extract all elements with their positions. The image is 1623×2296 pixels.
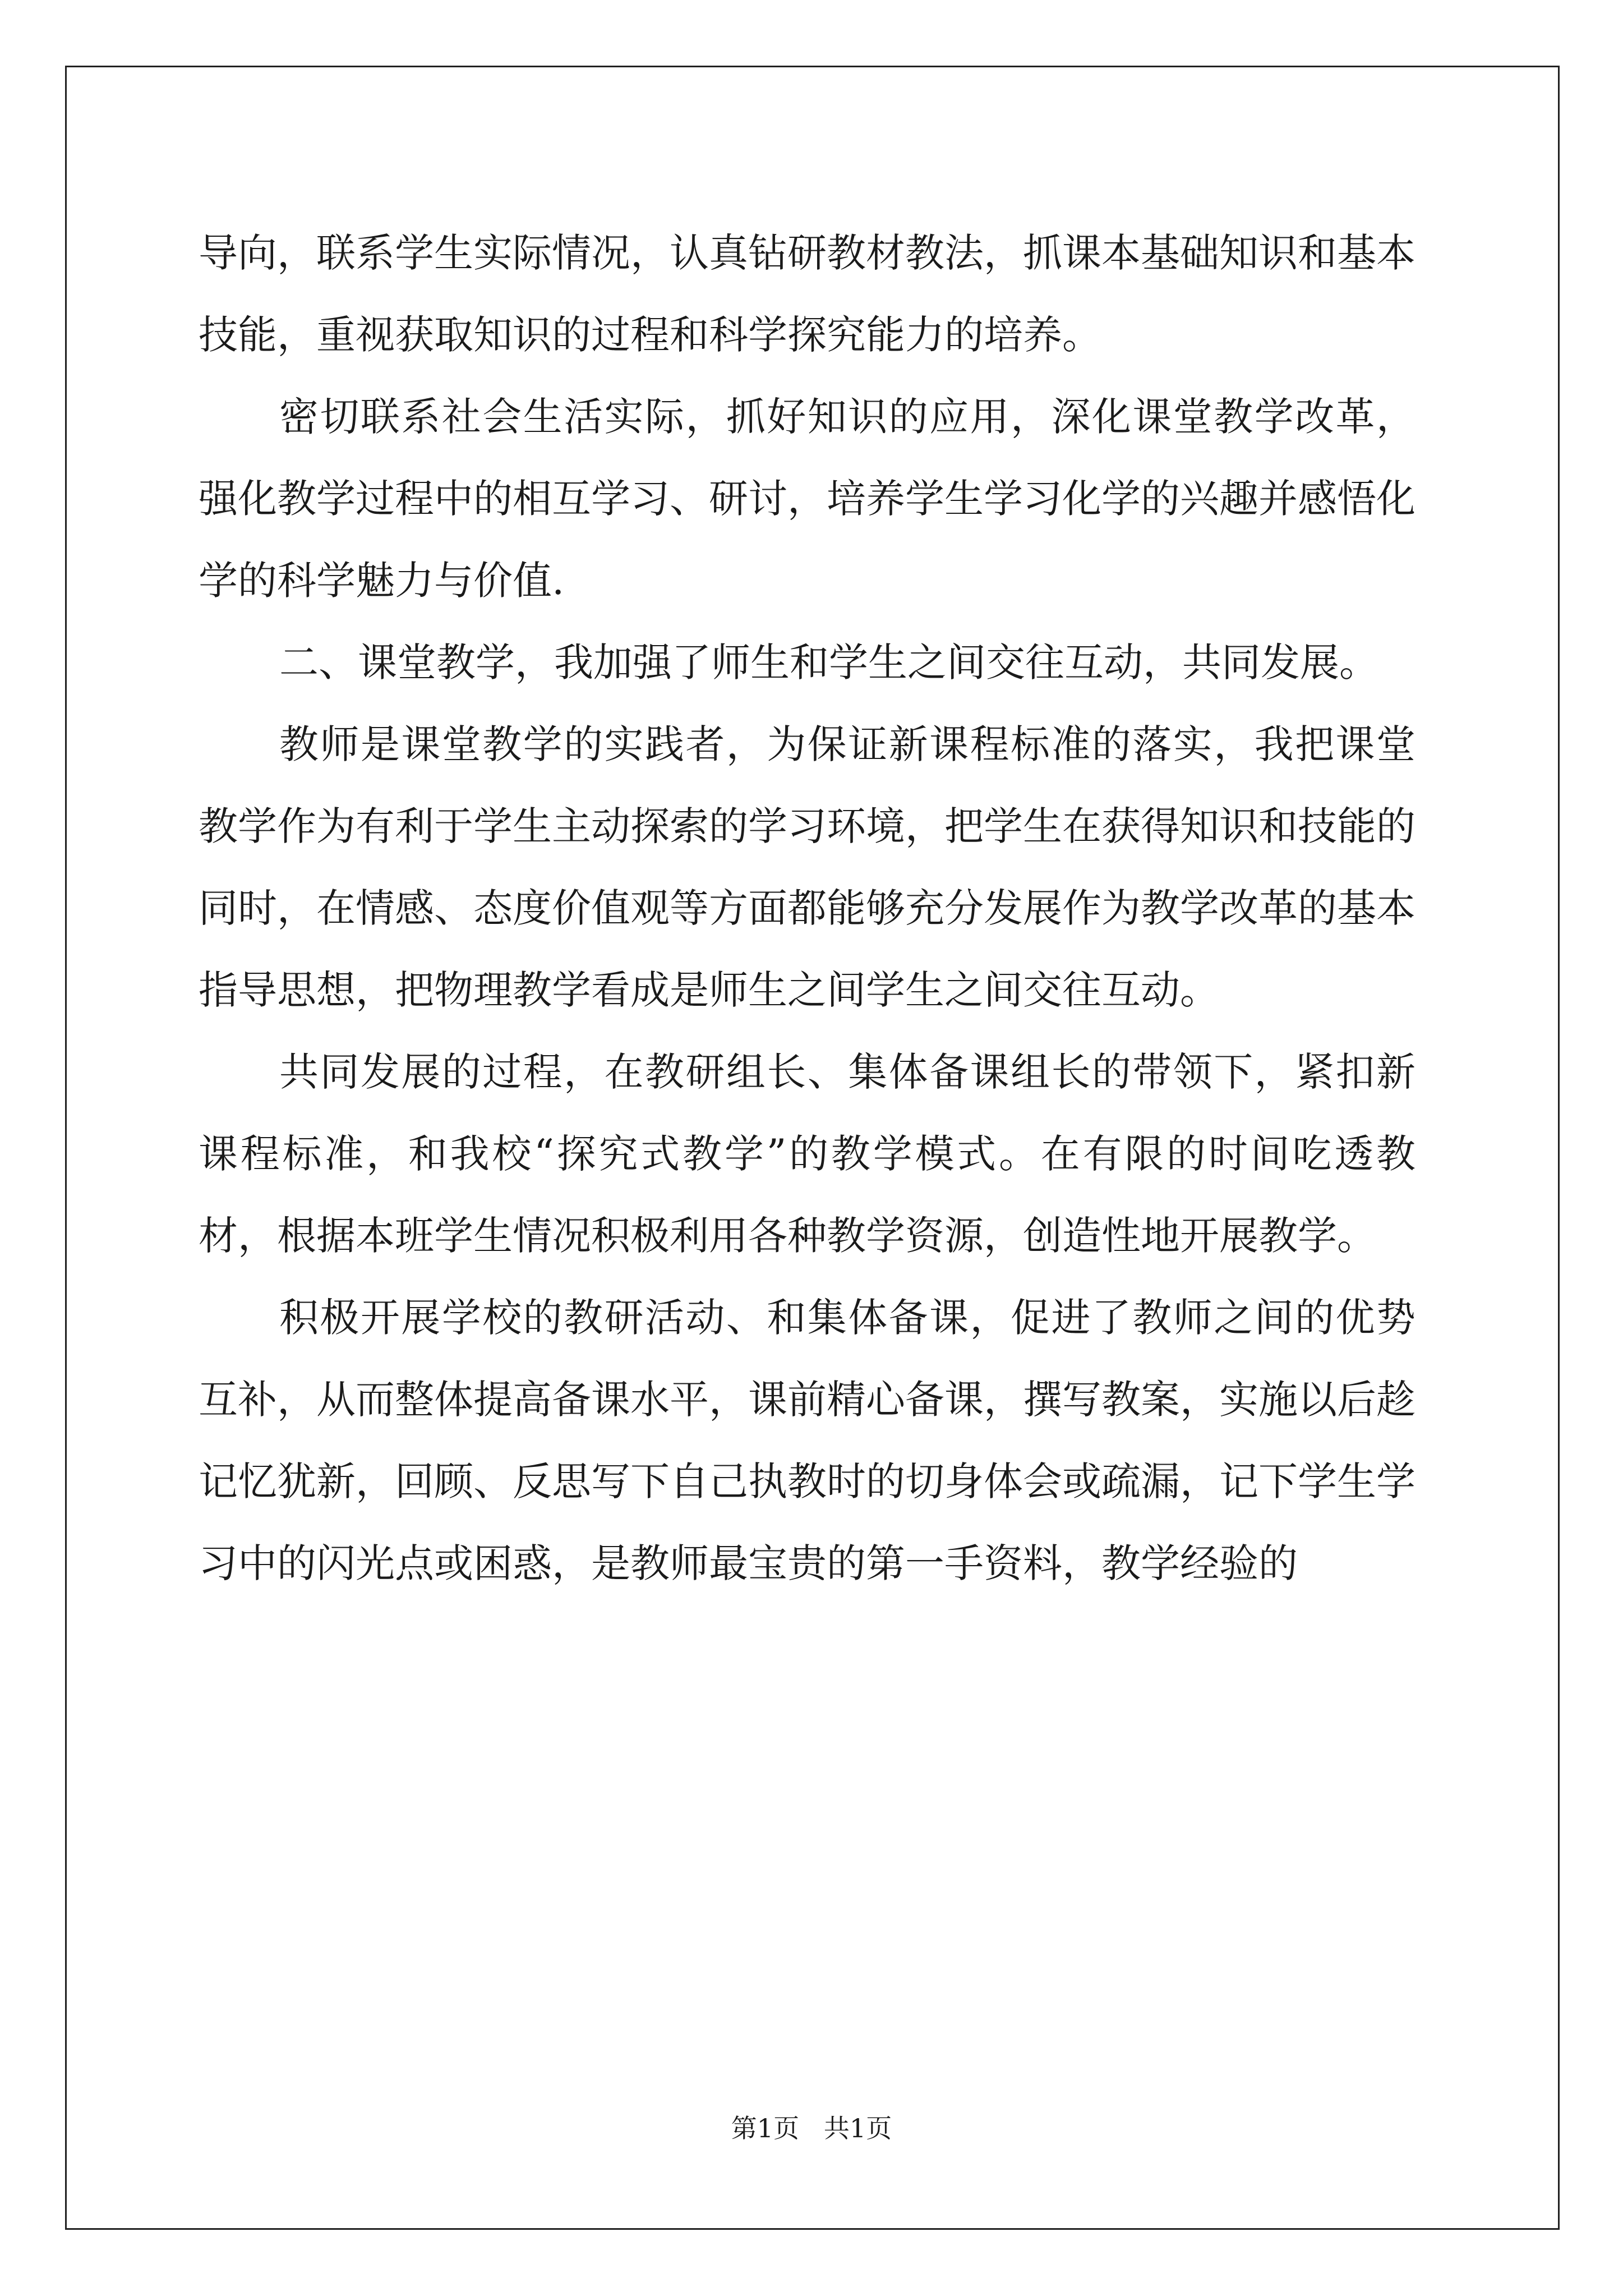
paragraph-5: 共同发展的过程，在教研组长、集体备课组长的带领下，紧扣新课程标准，和我校“探究式教学”的教学模式。在有限的时间吃透教材，根据本班学生情况积极利用各种教学资源，创造性地开展教学。 [199,1049,1415,1259]
paragraph-2: 密切联系社会生活实际，抓好知识的应用，深化课堂教学改革，强化教学过程中的相互学习、研讨，培养学生学习化学的兴趣并感悟化学的科学魅力与价值. [199,394,1415,604]
document-body [199,212,1415,1604]
paragraph-4: 教师是课堂教学的实践者，为保证新课程标准的落实，我把课堂教学作为有利于学生主动探索的学习环境，把学生在获得知识和技能的同时，在情感、态度价值观等方面都能够充分发展作为教学改革的基本指导思想，把物理教学看成是师生之间学生之间交往互动。 [199,721,1415,1013]
page-footer: 第1页 共1页 [731,2113,892,2143]
paragraph-6: 积极开展学校的教研活动、和集体备课，促进了教师之间的优势互补，从而整体提高备课水平，课前精心备课，撰写教案，实施以后趁记忆犹新，回顾、反思写下自己执教时的切身体会或疏漏，记下学生学习中的闪光点或困惑，是教师最宝贵的第一手资料，教学经验的 [199,1295,1415,1586]
paragraph-3: 二、课堂教学，我加强了师生和学生之间交往互动，共同发展。 [279,639,1378,685]
paragraph-1: 导向，联系学生实际情况，认真钻研教材教法，抓课本基础知识和基本技能，重视获取知识的过程和科学探究能力的培养。 [199,230,1415,358]
